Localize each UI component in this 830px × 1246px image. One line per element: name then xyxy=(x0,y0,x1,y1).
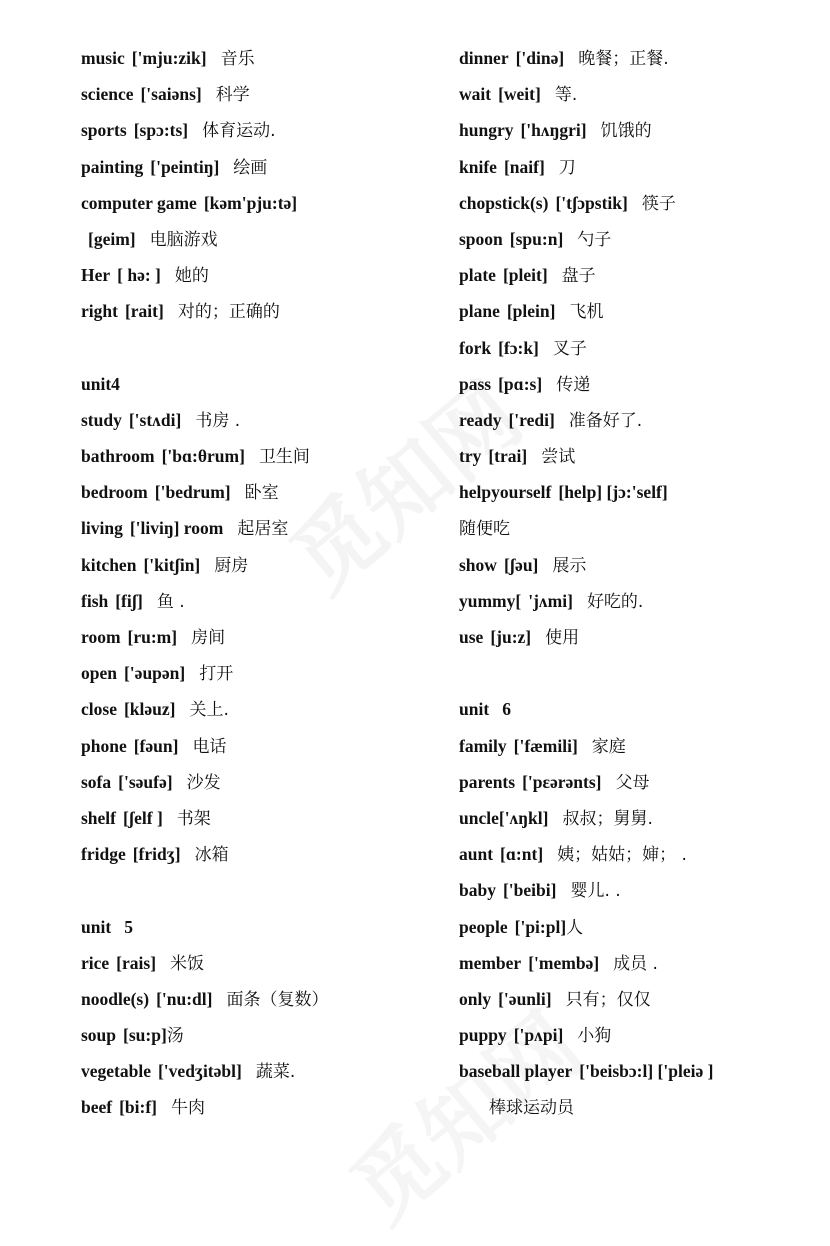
vocab-entry xyxy=(81,945,441,981)
vocab-phonetic: [plein] xyxy=(506,301,556,322)
vocab-phonetic: [ʃelf ] xyxy=(123,807,163,828)
vocab-meaning: 准备好了. xyxy=(568,410,643,431)
unit-heading-text: unit4 xyxy=(81,373,120,394)
vocab-entry xyxy=(81,149,441,185)
vocab-meaning: 勺子 xyxy=(577,229,612,250)
vocab-entry xyxy=(459,764,819,800)
vocab-phonetic: [rais] xyxy=(116,952,157,973)
vocab-entry xyxy=(81,1017,441,1053)
vocab-entry xyxy=(81,800,441,836)
vocab-phonetic: [ju:z] xyxy=(490,627,532,647)
vocab-phonetic: ['saiəns] xyxy=(140,84,202,105)
vocab-entry xyxy=(81,981,441,1017)
vocab-entry xyxy=(81,619,441,655)
vocab-word: only xyxy=(459,988,492,1009)
vocab-meaning: 鱼 . xyxy=(156,591,185,612)
vocab-entry xyxy=(81,474,441,510)
vocab-meaning: 书房 . xyxy=(195,410,241,431)
vocab-meaning: 房间 xyxy=(191,628,226,648)
vocab-phonetic: ['kitʃin] xyxy=(143,554,201,575)
left-column xyxy=(81,40,441,1126)
vocab-meaning: 面条（复数） xyxy=(226,989,329,1010)
vocab-meaning: 只有；仅仅 xyxy=(565,989,651,1010)
vocab-meaning: 蔬菜. xyxy=(255,1062,296,1083)
vocab-entry xyxy=(81,402,441,438)
vocab-phonetic: [ru:m] xyxy=(127,627,178,647)
vocab-meaning: 电话 xyxy=(192,736,227,757)
vocab-phonetic: ['pʌpi] xyxy=(513,1025,564,1046)
vocab-meaning: 成员 . xyxy=(613,953,658,974)
vocab-entry xyxy=(81,764,441,800)
vocab-word: open xyxy=(81,663,117,684)
vocab-entry xyxy=(459,1089,819,1125)
vocab-word: family xyxy=(459,735,507,756)
vocab-entry xyxy=(81,583,441,619)
vocab-phonetic: ['əupən] xyxy=(123,663,186,684)
vocab-meaning: 关上. xyxy=(189,700,229,721)
vocab-phonetic: ['hʌŋgri] xyxy=(520,120,587,141)
vocab-word: parents xyxy=(459,771,516,792)
vocab-entry xyxy=(459,221,819,257)
vocab-word: people xyxy=(459,916,508,937)
vocab-entry xyxy=(459,583,819,619)
vocab-phonetic: ['nu:dl] xyxy=(156,988,213,1009)
vocab-phonetic: ['fæmili] xyxy=(513,735,578,756)
vocab-meaning: 音乐 xyxy=(220,49,255,69)
vocab-word: aunt xyxy=(459,844,494,865)
vocab-meaning: 厨房 xyxy=(214,555,249,576)
vocab-phonetic: [fɔ:k] xyxy=(498,337,539,358)
vocab-meaning: 飞机 xyxy=(569,302,604,323)
vocab-phonetic: [fəun] xyxy=(133,735,179,756)
vocab-word: plane xyxy=(459,301,500,322)
vocab-word: study xyxy=(81,409,122,430)
vocab-meaning: 棒球运动员 xyxy=(489,1098,574,1119)
vocab-word: room xyxy=(81,627,121,647)
vocab-meaning: 叉子 xyxy=(552,338,587,359)
vocab-entry xyxy=(459,1053,819,1089)
vocab-phonetic: [kləuz] xyxy=(123,699,176,720)
vocab-entry xyxy=(81,438,441,474)
vocab-word: spoon xyxy=(459,228,503,249)
vocab-phonetic: [fiʃ] xyxy=(115,590,143,611)
vocab-meaning: 等. xyxy=(554,85,578,106)
vocab-word: bedroom xyxy=(81,482,148,503)
vocab-word: close xyxy=(81,699,117,720)
vocab-phonetic: ['bɑ:θrum] xyxy=(161,446,245,467)
vocab-entry xyxy=(459,76,819,112)
vocab-phonetic: [pɑ:s] xyxy=(498,373,543,394)
vocab-word: fork xyxy=(459,337,492,358)
vocab-word: try xyxy=(459,446,482,467)
vocab-entry xyxy=(81,510,441,546)
vocab-meaning: 沙发 xyxy=(186,772,221,793)
vocab-phonetic: [pleit] xyxy=(502,265,548,286)
vocab-phonetic: ['stʌdi] xyxy=(128,409,182,430)
vocab-word: music xyxy=(81,48,125,68)
vocab-phonetic: ['tʃɔpstik] xyxy=(555,192,628,213)
vocab-phonetic: ['redi] xyxy=(508,409,555,430)
unit-heading xyxy=(459,691,819,727)
vocab-word: uncle['ʌŋkl] xyxy=(459,807,549,828)
vocab-entry xyxy=(81,836,441,872)
unit-heading-text: unit 6 xyxy=(459,699,512,720)
vocab-word: knife xyxy=(459,156,497,177)
vocab-entry xyxy=(459,474,819,510)
vocab-meaning: 晚餐；正餐. xyxy=(578,49,669,69)
vocab-entry xyxy=(459,149,819,185)
vocab-word: hungry xyxy=(459,120,514,141)
vocab-word: bathroom xyxy=(81,446,155,467)
vocab-meaning: 对的；正确的 xyxy=(177,302,280,323)
vocab-phonetic: ['pi:pl] xyxy=(514,916,567,937)
vocab-word: dinner xyxy=(459,48,509,68)
vocab-phonetic: [rait] xyxy=(124,301,164,322)
vocab-meaning: 人 xyxy=(566,917,584,938)
blank-spacer xyxy=(459,655,819,691)
vocab-entry xyxy=(81,293,441,329)
vocab-entry xyxy=(459,872,819,908)
vocab-phonetic: ['peintiŋ] xyxy=(150,156,220,177)
vocab-word: member xyxy=(459,952,522,973)
vocab-word: pass xyxy=(459,373,492,394)
vocab-word: fish xyxy=(81,590,109,611)
vocab-phonetic: ['beisbɔ:l] ['pleiə ] xyxy=(579,1061,714,1082)
vocab-phonetic: ['beibi] xyxy=(502,880,557,901)
vocab-meaning: 父母 xyxy=(615,772,650,793)
vocab-entry xyxy=(459,547,819,583)
vocab-meaning: 尝试 xyxy=(541,447,576,468)
vocab-word: kitchen xyxy=(81,554,137,575)
vocab-phonetic: ['əunli] xyxy=(498,988,552,1009)
vocab-phonetic: ['vedʒitəbl] xyxy=(157,1061,242,1082)
vocab-word: baseball player xyxy=(459,1061,573,1082)
vocab-meaning: 筷子 xyxy=(641,193,676,214)
right-column xyxy=(459,40,819,1126)
blank-spacer xyxy=(81,872,441,908)
vocab-entry xyxy=(81,257,441,293)
vocab-entry xyxy=(459,257,819,293)
vocab-word: computer game xyxy=(81,192,197,213)
vocab-word: wait xyxy=(459,84,492,105)
vocab-meaning: 婴儿. . xyxy=(570,881,621,902)
vocab-entry xyxy=(81,185,441,221)
vocab-phonetic: ['səufə] xyxy=(118,771,173,792)
unit-heading xyxy=(81,366,441,402)
vocab-entry xyxy=(459,185,819,221)
vocab-word: helpyourself xyxy=(459,482,552,503)
vocab-entry xyxy=(459,330,819,366)
vocab-entry xyxy=(459,510,819,546)
vocab-entry xyxy=(459,619,819,655)
vocab-entry xyxy=(81,728,441,764)
vocab-word: shelf xyxy=(81,807,116,828)
vocab-meaning: 书架 xyxy=(176,808,211,829)
vocab-word: chopstick(s) xyxy=(459,192,549,213)
vocab-entry xyxy=(81,655,441,691)
vocab-word: baby xyxy=(459,880,496,901)
vocab-meaning: 刀 xyxy=(558,157,576,178)
vocab-word: plate xyxy=(459,265,496,286)
vocab-meaning: 牛肉 xyxy=(171,1098,206,1119)
vocab-word: science xyxy=(81,84,134,105)
vocab-meaning: 起居室 xyxy=(237,519,289,540)
vocab-phonetic: [spɔ:ts] xyxy=(133,120,189,141)
vocab-entry xyxy=(459,112,819,148)
vocab-phonetic: ['liviŋ] room xyxy=(129,518,224,539)
vocab-meaning: 绘画 xyxy=(233,157,268,178)
vocab-phonetic: 'jʌmi] xyxy=(528,590,573,611)
vocab-entry xyxy=(459,945,819,981)
vocab-meaning: 冰箱 xyxy=(194,845,229,866)
vocab-word: yummy[ xyxy=(459,590,522,611)
vocab-word: noodle(s) xyxy=(81,988,150,1009)
vocab-meaning: 汤 xyxy=(166,1026,184,1047)
vocab-meaning: 体育运动. xyxy=(202,121,276,142)
vocab-meaning: 她的 xyxy=(174,266,209,287)
vocab-meaning: 姨；姑姑；婶； . xyxy=(557,845,687,866)
vocab-entry xyxy=(459,728,819,764)
vocab-word: ready xyxy=(459,409,502,430)
vocab-entry xyxy=(81,221,441,257)
vocab-word: living xyxy=(81,518,123,539)
vocab-meaning: 叔叔；舅舅. xyxy=(562,808,653,829)
vocab-entry xyxy=(459,402,819,438)
vocab-entry xyxy=(459,909,819,945)
vocab-entry xyxy=(459,40,819,76)
vocab-phonetic: [geim] xyxy=(88,228,136,249)
vocab-entry xyxy=(81,691,441,727)
vocab-phonetic: [su:p] xyxy=(123,1025,167,1046)
vocab-phonetic: ['bedrum] xyxy=(154,482,231,503)
vocab-entry xyxy=(81,1089,441,1125)
vocab-meaning: 小狗 xyxy=(577,1026,612,1047)
vocab-word: use xyxy=(459,627,484,647)
vocab-entry xyxy=(81,112,441,148)
vocab-entry xyxy=(459,366,819,402)
vocab-phonetic: ['pεərənts] xyxy=(522,771,602,792)
vocab-meaning: 米饭 xyxy=(170,953,205,974)
vocab-phonetic: [weit] xyxy=(498,84,541,105)
vocab-entry xyxy=(459,981,819,1017)
vocab-phonetic: [ hə: ] xyxy=(117,265,161,286)
vocab-entry xyxy=(459,800,819,836)
vocab-word: soup xyxy=(81,1025,117,1046)
vocab-entry xyxy=(81,1053,441,1089)
vocab-entry xyxy=(459,1017,819,1053)
vocab-meaning: 盘子 xyxy=(561,266,596,287)
vocab-meaning: 随便吃 xyxy=(459,519,510,540)
vocab-word: phone xyxy=(81,735,127,756)
vocab-word: sofa xyxy=(81,771,112,792)
vocab-entry xyxy=(459,836,819,872)
vocab-entry xyxy=(81,40,441,76)
vocab-phonetic: ['membə] xyxy=(528,952,600,973)
vocab-word: puppy xyxy=(459,1025,507,1046)
vocab-phonetic: [spu:n] xyxy=(509,228,564,249)
vocab-phonetic: [ɑ:nt] xyxy=(500,844,544,865)
vocab-meaning: 卧室 xyxy=(244,483,279,504)
unit-heading xyxy=(81,909,441,945)
vocab-entry xyxy=(81,76,441,112)
vocab-phonetic: ['mju:zik] xyxy=(131,48,207,68)
vocab-entry xyxy=(81,547,441,583)
vocab-word: beef xyxy=(81,1097,113,1118)
vocab-phonetic: [kəm'pju:tə] xyxy=(203,192,298,213)
vocab-meaning: 电脑游戏 xyxy=(149,229,218,250)
vocab-meaning: 卫生间 xyxy=(258,447,310,468)
vocab-word: show xyxy=(459,554,497,575)
vocab-phonetic: [naif] xyxy=(503,156,545,177)
vocab-phonetic: [bi:f] xyxy=(119,1097,158,1118)
vocab-phonetic: [fridʒ] xyxy=(132,844,181,865)
vocab-phonetic: ['dinə] xyxy=(515,48,565,68)
vocab-phonetic: [help] [jɔ:'self] xyxy=(558,482,668,503)
vocab-meaning: 打开 xyxy=(199,664,234,685)
vocab-meaning: 家庭 xyxy=(591,736,626,757)
vocab-entry xyxy=(459,293,819,329)
vocab-meaning: 传递 xyxy=(556,374,591,395)
vocab-meaning: 科学 xyxy=(215,85,250,106)
vocab-meaning: 展示 xyxy=(552,555,587,576)
vocab-word: fridge xyxy=(81,844,126,865)
vocab-word: vegetable xyxy=(81,1061,151,1082)
vocab-meaning: 好吃的. xyxy=(586,591,644,612)
vocab-phonetic: [ʃəu] xyxy=(503,554,539,575)
vocab-meaning: 饥饿的 xyxy=(600,121,652,142)
vocab-phonetic: [trai] xyxy=(488,446,528,467)
unit-heading-text: unit 5 xyxy=(81,916,134,937)
vocab-word: rice xyxy=(81,952,110,973)
vocab-word: Her xyxy=(81,265,111,286)
vocab-meaning: 使用 xyxy=(545,628,580,648)
vocab-entry xyxy=(459,438,819,474)
vocab-word: sports xyxy=(81,120,127,141)
vocab-word: right xyxy=(81,301,118,322)
blank-spacer xyxy=(81,330,441,366)
vocab-word: painting xyxy=(81,156,144,177)
